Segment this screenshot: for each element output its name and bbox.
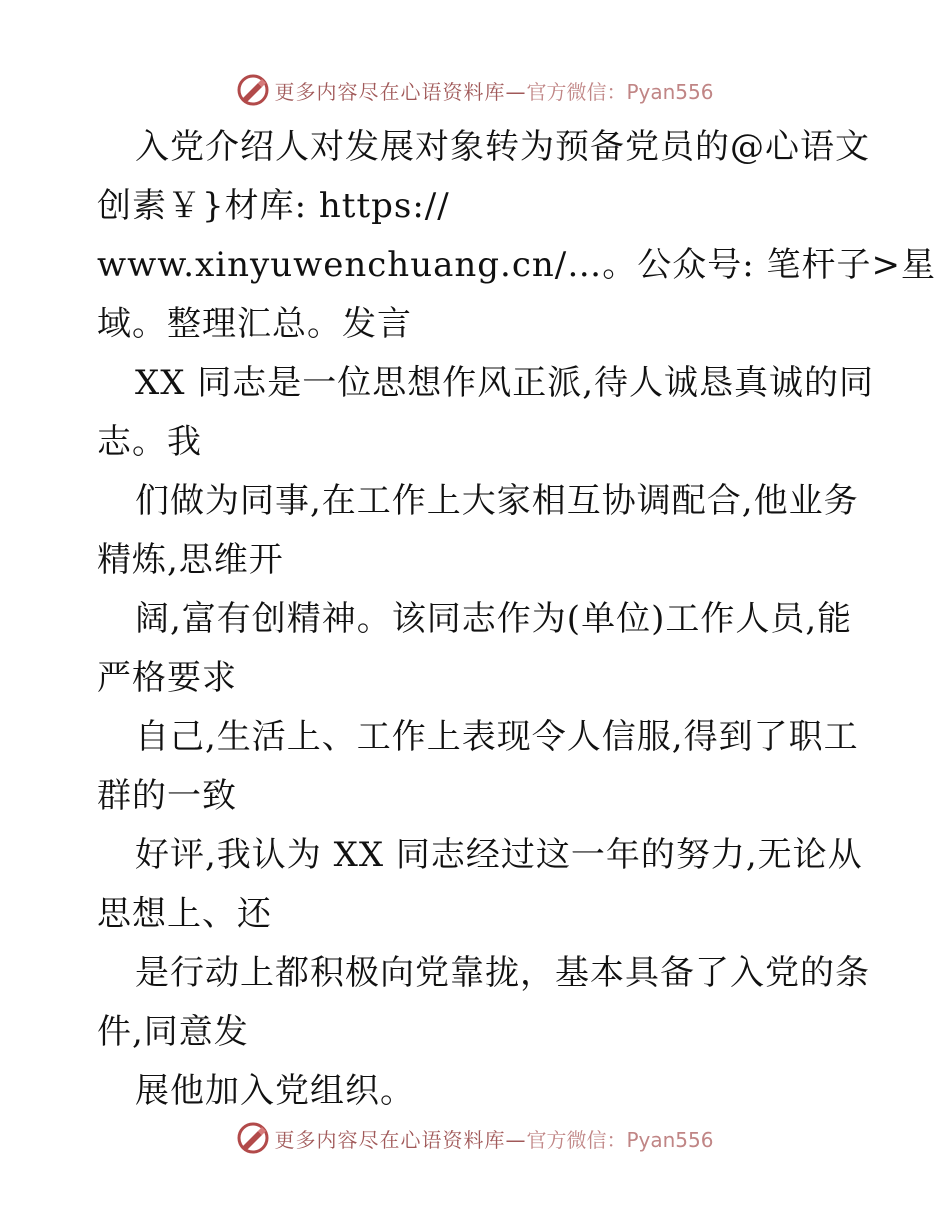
- pen-logo-icon: [236, 73, 270, 107]
- banner-text: 更多内容尽在心语资料库—: [274, 1127, 527, 1152]
- paragraph-line: 志。我: [97, 422, 202, 462]
- paragraph-line: 域。整理汇总。发言: [97, 304, 412, 344]
- banner-text: 更多内容尽在心语资料库—: [274, 79, 527, 104]
- paragraph-line: 入党介绍人对发展对象转为预备党员的@心语文: [135, 127, 870, 167]
- paragraph-line: 严格要求: [97, 658, 237, 698]
- paragraph-line: 好评,我认为 XX 同志经过这一年的努力,无论从: [135, 835, 863, 875]
- paragraph-line: 展他加入党组织。: [135, 1071, 415, 1111]
- document-body: [97, 118, 936, 1121]
- paragraph-line: 精炼,思维开: [97, 540, 284, 580]
- paragraph-line: 件,同意发: [97, 1012, 249, 1052]
- paragraph-line: 是行动上都积极向党靠拢，基本具备了入党的条: [135, 953, 870, 993]
- paragraph-line: 创素￥}材库: https://: [97, 186, 450, 226]
- paragraph-line: XX 同志是一位思想作风正派,待人诚恳真诚的同: [135, 363, 875, 403]
- paragraph-line: 群的一致: [97, 776, 237, 816]
- paragraph-line: 们做为同事,在工作上大家相互协调配合,他业务: [135, 481, 859, 521]
- banner-wechat: 官方微信：Pyan556: [526, 79, 714, 104]
- banner-wechat: 官方微信：Pyan556: [526, 1127, 714, 1152]
- paragraph-line: www.xinyuwenchuang.cn/…。公众号: 笔杆子>星: [97, 245, 936, 285]
- footer-watermark: [0, 1118, 950, 1158]
- paragraph-line: 阔,富有创精神。该同志作为(单位)工作人员,能: [135, 599, 853, 639]
- pen-logo-icon: [236, 1121, 270, 1155]
- paragraph-line: 思想上、还: [97, 894, 272, 934]
- header-watermark: [0, 70, 950, 110]
- paragraph-line: 自己,生活上、工作上表现令人信服,得到了职工: [135, 717, 859, 757]
